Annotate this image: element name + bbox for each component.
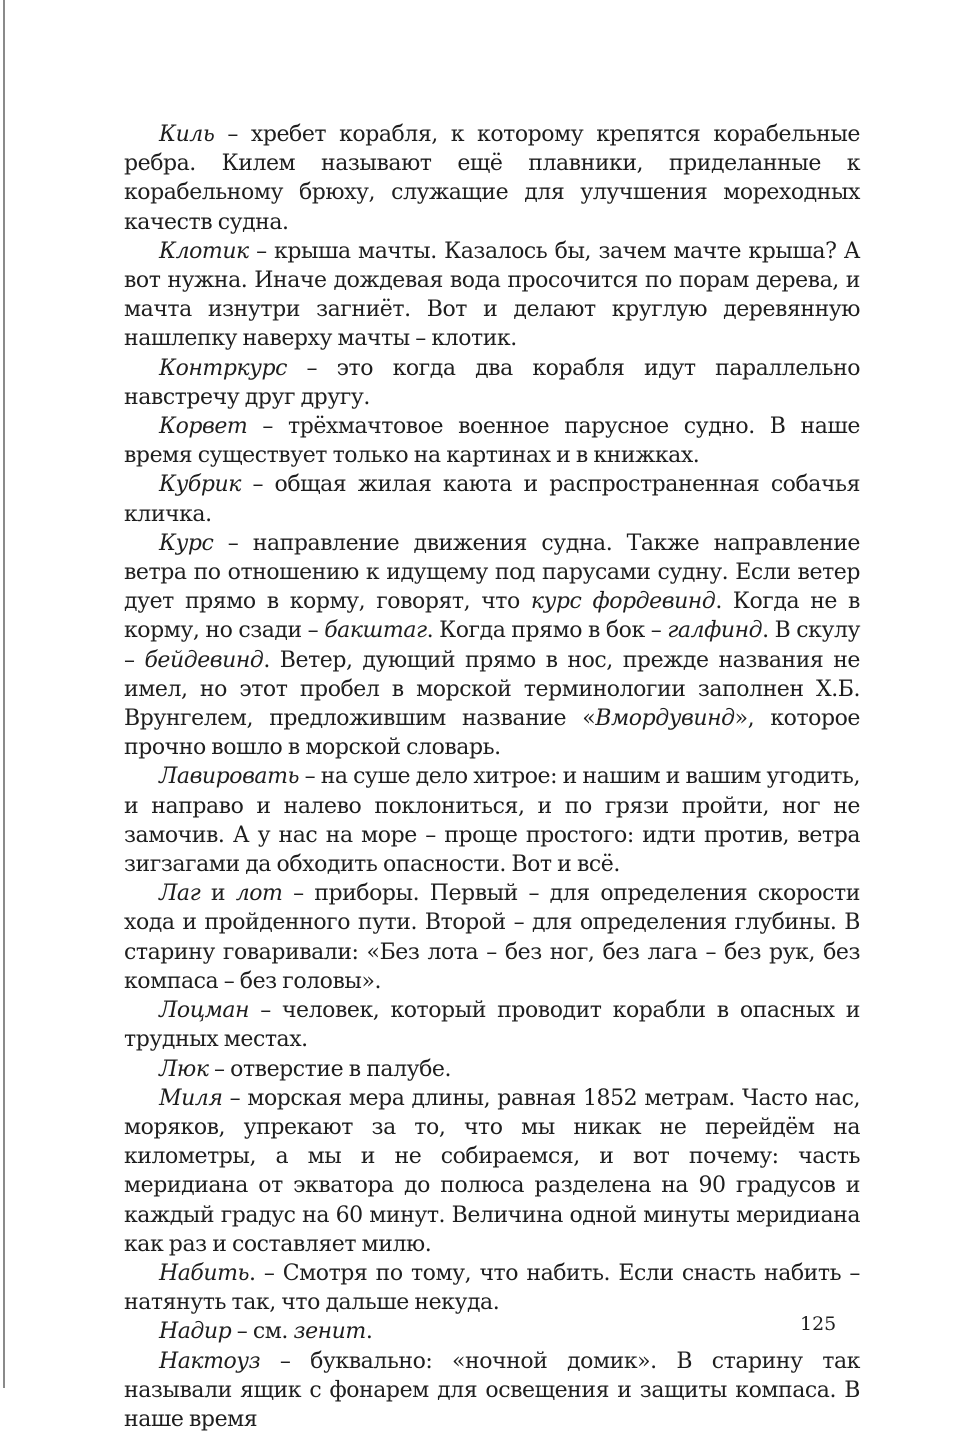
glossary-text-run: – приборы. Первый – для определения скорости хода и пройденного пути. Второй – для определения глубины. В старину говаривали: «Без лота – без ног, без лага – без рук, без компаса – без головы».: [124, 881, 860, 994]
glossary-term: Лаг: [159, 881, 201, 907]
glossary-text-run: – крыша мачты. Казалось бы, зачем мачте крыша? А вот нужна. Иначе дождевая вода просочится по порам дерева, и мачта изнутри загниёт. Вот и делают круглую деревянную нашлепку наверху мачты – клотик.: [124, 238, 860, 352]
entry-lag-i-lot: [124, 879, 860, 996]
glossary-term: курс фордевинд: [530, 589, 716, 615]
glossary-text-run: . Когда не в корму, но сзади –: [124, 589, 860, 644]
glossary-text-run: – направление движения судна. Также направление ветра по отношению к идущему под парусами судну. Если ветер дует прямо в корму, говорят, что: [124, 530, 860, 615]
glossary-text-run: – буквально: «ночной домик». В старину так называли ящик с фонарем для освещения и защиты компаса. В наше время: [124, 1348, 860, 1432]
glossary-term: Контркурс: [159, 355, 287, 381]
glossary-text-run: – хребет корабля, к которому крепятся корабельные ребра. Килем называют ещё плавники, приделанные к корабельному брюху, служащие для улучшения мореходных качеств судна.: [124, 122, 860, 235]
glossary-term: бакштаг: [324, 618, 427, 644]
glossary-term: Надир: [159, 1319, 232, 1345]
glossary-text-run: . Когда прямо в бок –: [426, 618, 668, 644]
entry-klotik: [124, 237, 860, 354]
glossary-text-run: . Ветер, дующий прямо в нос, прежде названия не имел, но этот пробел в морской терминологии заполнен Х.Б. Врунгелем, предложившим название «: [124, 647, 861, 732]
glossary-term: зенит: [293, 1319, 366, 1345]
glossary-text-run: – это когда два корабля идут параллельно навстречу друг другу.: [124, 355, 860, 410]
entry-nadir: [124, 1317, 860, 1346]
glossary-term: Киль: [159, 122, 215, 147]
glossary-term: Лоцман: [159, 998, 250, 1024]
entry-lavirovat: [124, 762, 860, 879]
entry-kurs: [124, 529, 860, 763]
glossary-text-run: . – Смотря по тому, что набить. Если снасть набить – натянуть так, что дальше некуда.: [124, 1260, 860, 1316]
glossary-text-run: – общая жилая каюта и распространенная собачья кличка.: [124, 472, 860, 527]
glossary-term: Вмордувинд: [595, 706, 735, 732]
glossary-text-run: и: [200, 881, 236, 907]
glossary-term: Корвет: [159, 414, 248, 440]
page-edge-rule: [3, 0, 5, 1388]
entry-korvet: [124, 412, 860, 470]
entry-milya: [124, 1084, 860, 1259]
glossary-term: галфинд: [667, 618, 763, 644]
glossary-term: Курс: [159, 530, 214, 556]
glossary-term: Люк: [159, 1056, 209, 1082]
entry-naktouz: [124, 1347, 860, 1434]
glossary-text-run: – человек, который проводит корабли в опасных и трудных местах.: [124, 998, 860, 1053]
glossary-text-run: – трёхмачтовое военное парусное судно. В наше время существует только на картинах и в книжках.: [124, 414, 860, 469]
glossary-term: Клотик: [159, 238, 249, 264]
entry-lotsman: [124, 996, 860, 1054]
glossary-term: Нактоуз: [159, 1348, 261, 1374]
glossary-text: [124, 120, 860, 1434]
entry-lyuk: [124, 1055, 860, 1084]
page-number: 125: [800, 1313, 837, 1335]
entry-kil: [124, 120, 860, 237]
glossary-text-run: – на суше дело хитрое: и нашим и вашим угодить, и направо и налево поклониться, и по грязи пройти, ног не замочив. А у нас на море – проще простого: идти против, ветра зигзагами да обходить опасности. Вот и всё.: [124, 764, 860, 878]
glossary-term: Набить: [159, 1260, 250, 1286]
glossary-text-run: . В скулу –: [124, 618, 860, 673]
glossary-term: Лавировать: [159, 764, 300, 790]
glossary-term: бейдевинд: [144, 647, 264, 673]
entry-kontrkurs: [124, 354, 860, 412]
glossary-text-run: – отверстие в палубе.: [208, 1056, 452, 1082]
glossary-text-run: – см.: [231, 1319, 294, 1345]
entry-nabit: [124, 1259, 860, 1317]
glossary-term: лот: [235, 881, 283, 907]
glossary-text-run: – морская мера длины, равная 1852 метрам. Часто нас, моряков, упрекают за то, что мы никак не перейдём на километры, а мы и не собираемся, и вот почему: часть меридиана от экватора до полюса разделена на 90 градусов и каждый градус на 60 минут. Величина одной минуты меридиана как раз и составляет милю.: [124, 1085, 860, 1257]
entry-kubrik: [124, 470, 860, 528]
glossary-term: Кубрик: [159, 472, 241, 498]
glossary-term: Миля: [159, 1085, 223, 1111]
glossary-text-run: .: [365, 1319, 373, 1345]
glossary-text-run: », которое прочно вошло в морской словарь.: [124, 706, 860, 761]
